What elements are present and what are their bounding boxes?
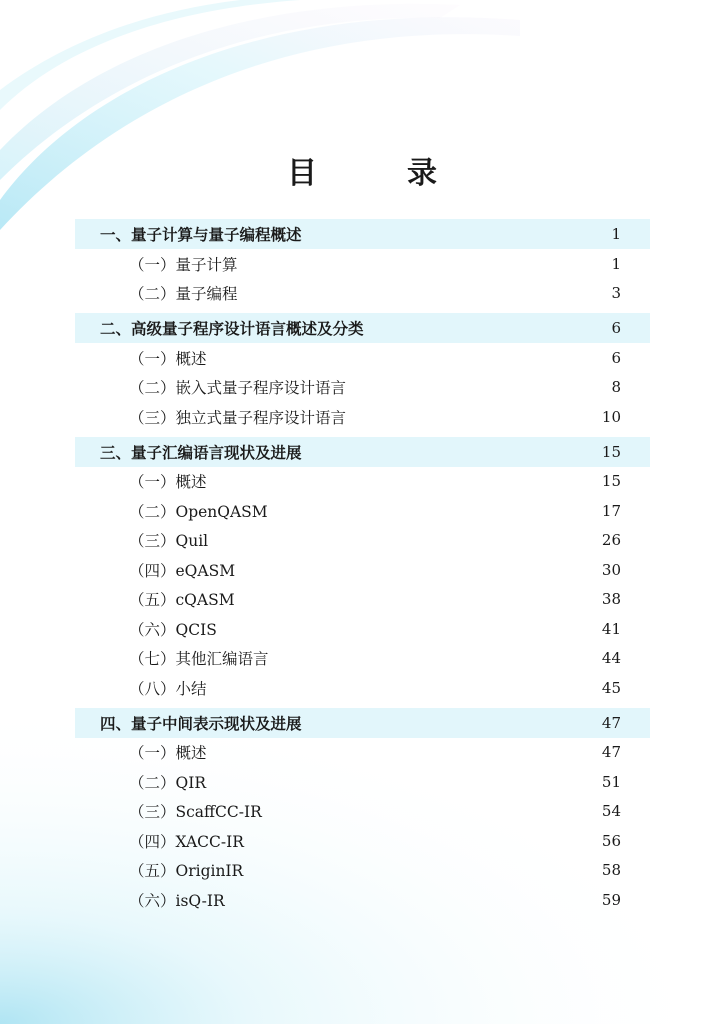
toc-section-label: （四）eQASM (129, 561, 236, 580)
toc-section-label: （二）嵌入式量子程序设计语言 (129, 379, 347, 398)
toc-section-label: （二）QIR (129, 773, 207, 792)
toc-section-row[interactable] (75, 856, 650, 886)
toc-chapter-page: 6 (611, 319, 621, 337)
toc-section-row[interactable] (75, 797, 650, 827)
toc-chapter-label: 四、量子中间表示现状及进展 (100, 713, 302, 733)
toc-section-row[interactable] (75, 614, 650, 644)
toc-section-page: 30 (601, 560, 621, 579)
toc-section-row[interactable] (75, 279, 650, 309)
toc-section-page: 58 (601, 861, 621, 880)
toc-section-page: 51 (601, 772, 621, 791)
toc-section-label: （二）量子编程 (129, 285, 238, 304)
toc-chapter-label: 三、量子汇编语言现状及进展 (100, 442, 302, 462)
toc-section-row[interactable] (75, 767, 650, 797)
toc-section-page: 59 (601, 890, 621, 909)
toc-section-row[interactable] (75, 555, 650, 585)
toc-section-page: 6 (611, 348, 621, 367)
toc-section-page: 1 (611, 254, 621, 273)
toc-section-row[interactable] (75, 738, 650, 768)
toc-section-row[interactable] (75, 496, 650, 526)
toc-section-page: 41 (601, 619, 621, 638)
toc-section-label: （六）QCIS (129, 620, 217, 639)
toc-section-row[interactable] (75, 343, 650, 373)
toc-section-row[interactable] (75, 885, 650, 915)
toc-list (75, 219, 650, 915)
page-title: 目 录 (287, 156, 467, 191)
toc-section-label: （八）小结 (129, 679, 207, 698)
toc-section-label: （二）OpenQASM (129, 502, 268, 521)
toc-section-page: 56 (601, 831, 621, 850)
toc-section-label: （一）概述 (129, 744, 207, 763)
toc-section-label: （七）其他汇编语言 (129, 650, 269, 669)
toc-section-page: 3 (611, 284, 621, 303)
toc-section-page: 15 (601, 472, 621, 491)
toc-chapter-row[interactable] (75, 219, 650, 249)
toc-section-label: （三）ScaffCC-IR (129, 803, 262, 822)
toc-section-label: （五）cQASM (129, 591, 235, 610)
toc-section-row[interactable] (75, 644, 650, 674)
toc-section-page: 26 (601, 531, 621, 550)
toc-chapter-label: 一、量子计算与量子编程概述 (100, 225, 302, 244)
toc-section-page: 44 (601, 649, 621, 668)
toc-section-row[interactable] (75, 249, 650, 279)
toc-chapter-row[interactable] (75, 437, 650, 467)
toc-section-row[interactable] (75, 526, 650, 556)
toc-section-page: 47 (601, 743, 621, 762)
toc-section-page: 17 (601, 501, 621, 520)
toc-section-label: （三）Quil (129, 532, 209, 551)
toc-chapter-row[interactable] (75, 313, 650, 343)
toc-section-row[interactable] (75, 585, 650, 615)
toc-section-row[interactable] (75, 467, 650, 497)
toc-chapter-page: 47 (601, 713, 621, 732)
toc-chapter-label: 二、高级量子程序设计语言概述及分类 (100, 319, 364, 338)
toc-section-page: 8 (611, 378, 621, 397)
toc-section-label: （六）isQ-IR (129, 891, 225, 910)
toc-section-page: 10 (601, 407, 621, 426)
toc-section-label: （一）概述 (129, 473, 207, 492)
toc-section-row[interactable] (75, 673, 650, 703)
toc-section-label: （五）OriginIR (129, 862, 244, 881)
toc-section-label: （一）概述 (129, 349, 207, 368)
toc-section-page: 54 (601, 802, 621, 821)
toc-section-page: 45 (601, 678, 621, 697)
toc-chapter-page: 1 (611, 225, 621, 243)
toc-section-label: （四）XACC-IR (129, 832, 244, 851)
toc-section-row[interactable] (75, 826, 650, 856)
toc-section-row[interactable] (75, 402, 650, 432)
toc-section-row[interactable] (75, 373, 650, 403)
toc-chapter-page: 15 (601, 442, 621, 461)
toc-chapter-row[interactable] (75, 708, 650, 738)
toc-section-label: （三）独立式量子程序设计语言 (129, 408, 347, 427)
toc-section-label: （一）量子计算 (129, 255, 238, 274)
toc-section-page: 38 (601, 590, 621, 609)
